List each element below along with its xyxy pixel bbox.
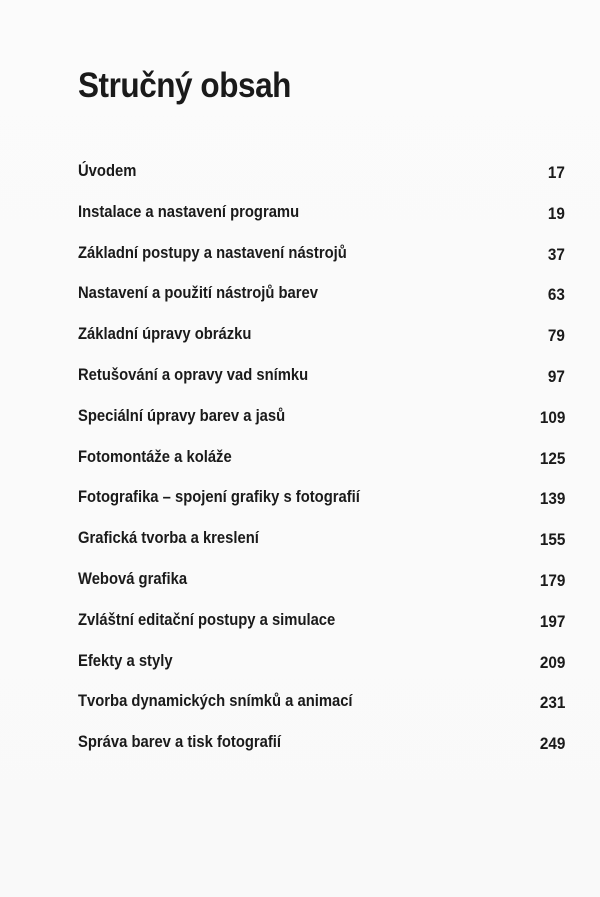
toc-entry-title: Speciální úpravy barev a jasů [78,405,286,425]
toc-entry [0,482,600,523]
toc-entry-title: Nastavení a použití nástrojů barev [78,283,318,303]
toc-entry-page-number: 179 [539,570,565,590]
toc-entry [0,360,600,401]
toc-entry [0,197,600,238]
toc-entry [0,278,600,319]
toc-entry [0,442,600,483]
toc-entry-title: Grafická tvorba a kreslení [78,528,259,548]
toc-entry-page-number: 155 [539,530,565,550]
page-title: Stručný obsah [78,66,291,105]
toc-entry-page-number: 63 [547,285,565,305]
toc-entry [0,727,600,768]
toc-entry [0,605,600,646]
toc-entry-page-number: 125 [539,448,565,468]
toc-entry-page-number: 109 [539,407,565,427]
toc-entry-title: Webová grafika [78,568,188,588]
toc-entry-title: Retušování a opravy vad snímku [78,364,309,384]
toc-entry [0,646,600,687]
toc-entry-page-number: 231 [539,693,565,713]
toc-entry-page-number: 197 [539,611,565,631]
table-of-contents [0,156,600,768]
toc-entry [0,156,600,197]
toc-entry [0,523,600,564]
toc-entry [0,319,600,360]
toc-entry-page-number: 37 [547,244,565,264]
toc-entry-page-number: 79 [547,326,565,346]
toc-entry-page-number: 209 [539,652,565,672]
toc-entry-title: Úvodem [78,161,137,180]
toc-entry-title: Tvorba dynamických snímků a animací [78,691,353,711]
toc-entry-title: Fotografika – spojení grafiky s fotografií [78,487,360,507]
toc-entry [0,401,600,442]
toc-entry-title: Zvláštní editační postupy a simulace [78,609,336,629]
toc-entry-page-number: 249 [539,734,565,754]
toc-entry-title: Správa barev a tisk fotografií [78,732,282,752]
toc-entry-title: Instalace a nastavení programu [78,201,300,221]
toc-entry [0,564,600,605]
toc-entry [0,238,600,279]
toc-entry-page-number: 17 [547,163,565,182]
toc-entry-page-number: 19 [547,203,565,223]
toc-entry-page-number: 97 [547,366,565,386]
toc-entry [0,686,600,727]
toc-entry-page-number: 139 [539,489,565,509]
toc-entry-title: Efekty a styly [78,650,173,670]
toc-entry-title: Základní úpravy obrázku [78,324,252,344]
toc-entry-title: Základní postupy a nastavení nástrojů [78,242,347,262]
toc-entry-title: Fotomontáže a koláže [78,446,232,466]
